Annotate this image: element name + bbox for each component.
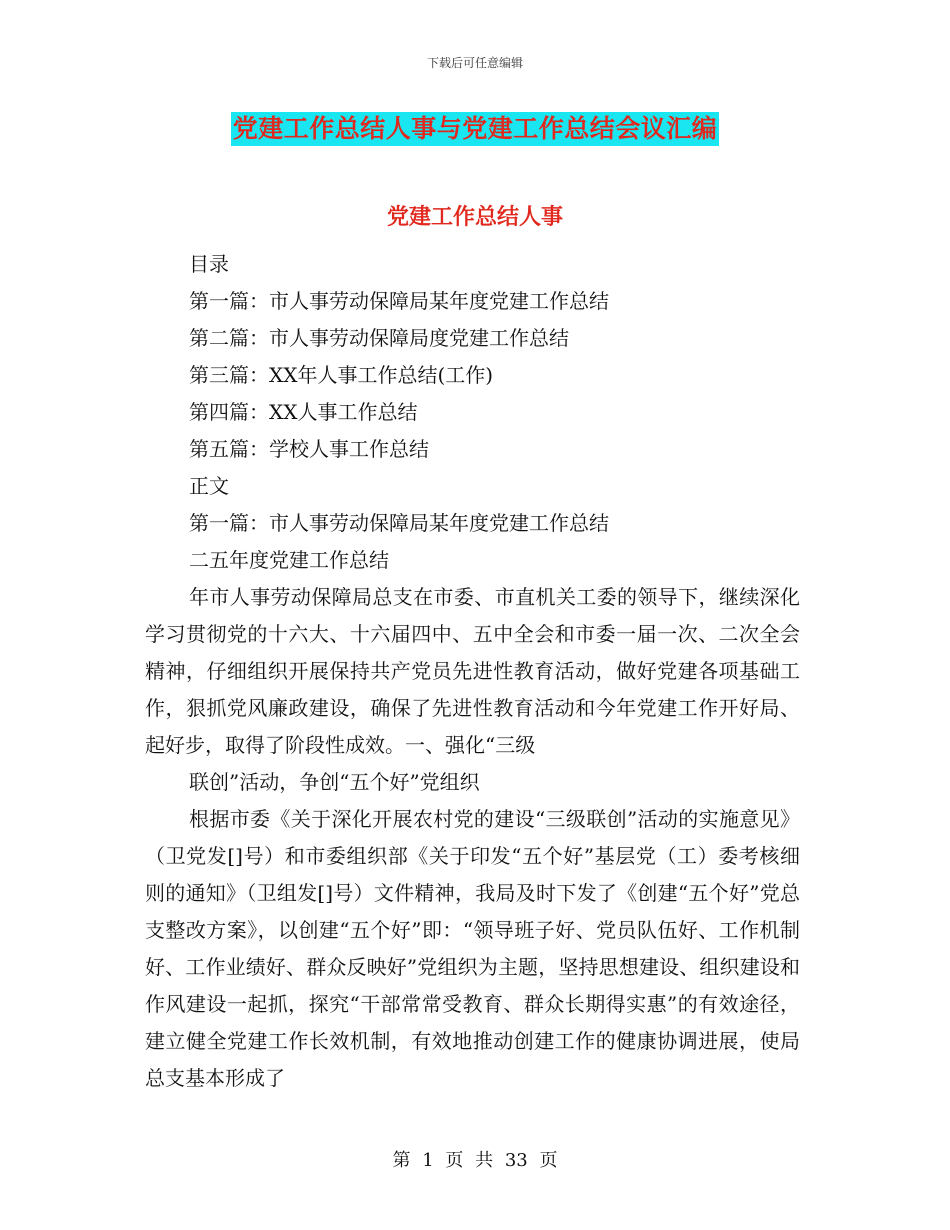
toc-item: 第四篇：XX人事工作总结: [189, 400, 418, 424]
document-body: [145, 246, 800, 1097]
body-heading: 正文: [189, 474, 229, 498]
section-heading: 联创”活动，争创“五个好”党组织: [189, 770, 480, 794]
chapter-heading: 第一篇：市人事劳动保障局某年度党建工作总结: [189, 511, 609, 535]
year-heading: 二五年度党建工作总结: [189, 548, 389, 572]
body-paragraph: 根据市委《关于深化开展农村党的建设“三级联创”活动的实施意见》（卫党发[]号）和市委组织部《关于印发“五个好”基层党（工）委考核细则的通知》（卫组发[]号）文件精神，我局及时下发了《创建“五个好”党总支整改方案》，以创建“五个好”即：“领导班子好、党员队伍好、工作机制好、工作业绩好、群众反映好”党组织为主题，坚持思想建设、组织建设和作风建设一起抓，探究“干部常常受教育、群众长期得实惠”的有效途径，建立健全党建工作长效机制，有效地推动创建工作的健康协调进展，使局总支基本形成了: [145, 807, 800, 1090]
document-title-text: 党建工作总结人事与党建工作总结会议汇编: [231, 112, 720, 146]
toc-heading: 目录: [189, 252, 229, 276]
section-title: 党建工作总结人事: [386, 204, 563, 230]
header-note: 下载后可任意编辑: [426, 56, 523, 70]
body-paragraph: 年市人事劳动保障局总支在市委、市直机关工委的领导下，继续深化学习贯彻党的十六大、十六届四中、五中全会和市委一届一次、二次全会精神，仔细组织开展保持共产党员先进性教育活动，做好党建各项基础工作，狠抓党风廉政建设，确保了先进性教育活动和今年党建工作开好局、起好步，取得了阶段性成效。一、强化“三级: [145, 585, 800, 757]
toc-item: 第三篇：XX年人事工作总结(工作): [189, 363, 494, 387]
page-footer: 第 1 页 共 33 页: [392, 1150, 558, 1171]
toc-item: 第二篇：市人事劳动保障局度党建工作总结: [189, 326, 569, 350]
document-title: [0, 112, 950, 146]
toc-item: 第五篇：学校人事工作总结: [189, 437, 429, 461]
toc-item: 第一篇：市人事劳动保障局某年度党建工作总结: [189, 289, 609, 313]
